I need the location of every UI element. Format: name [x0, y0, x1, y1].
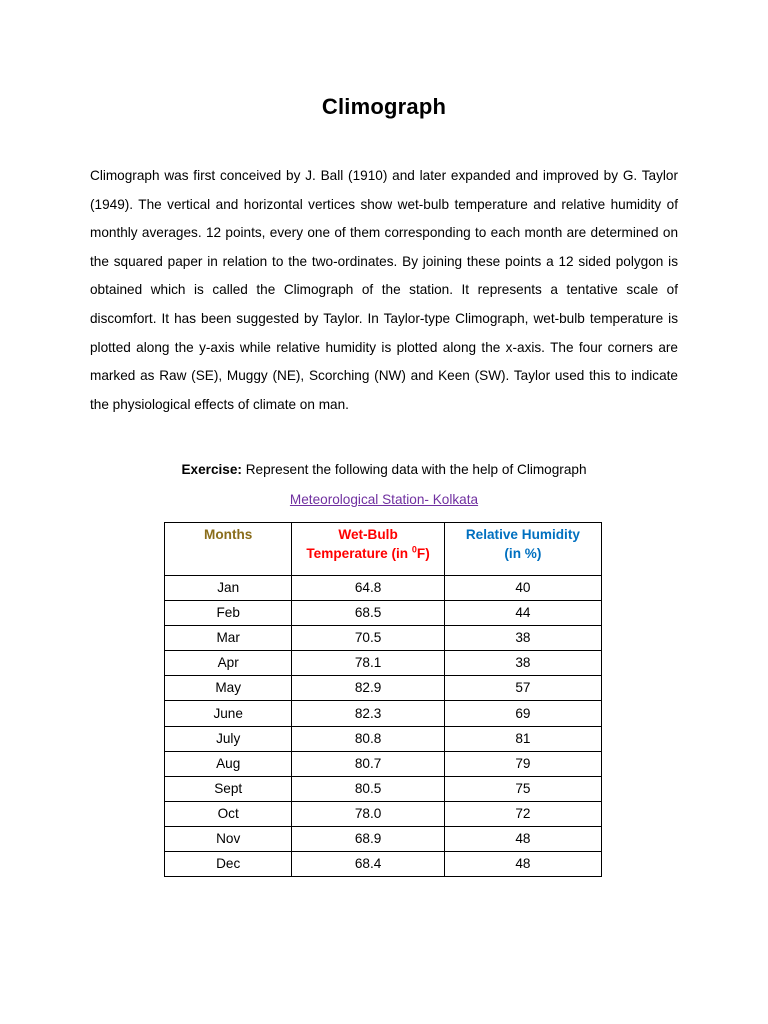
- table-row: [165, 852, 602, 877]
- header-temp-line1: Wet-Bulb: [338, 527, 398, 542]
- table-body: [165, 576, 602, 877]
- exercise-label: Exercise:: [181, 462, 242, 477]
- temperature-cell: 80.5: [292, 776, 444, 801]
- humidity-cell: 40: [444, 576, 601, 601]
- table-row: [165, 701, 602, 726]
- table-row: [165, 826, 602, 851]
- station-name: Meteorological Station- Kolkata: [289, 492, 479, 507]
- header-months-label: Months: [204, 527, 253, 542]
- table-row: [165, 576, 602, 601]
- temperature-cell: 64.8: [292, 576, 444, 601]
- intro-paragraph: Climograph was first conceived by J. Ball (1910) and later expanded and improved by G. Taylor (1949). The vertical and horizontal vertices show wet-bulb temperature and relative humidity of monthly averages. 12 points, every one of them corresponding to each month are determined on the squared paper in relation to the two-ordinates. By joining these points a 12 sided polygon is obtained which is called the Climograph of the station. It represents a tentative scale of discomfort. It has been suggested by Taylor. In Taylor-type Climograph, wet-bulb temperature is plotted along the y-axis while relative humidity is plotted along the x-axis. The four corners are marked as Raw (SE), Muggy (NE), Scorching (NW) and Keen (SW). Taylor used this to indicate the physiological effects of climate on man.: [90, 168, 678, 412]
- exercise-line: [0, 462, 768, 477]
- month-cell: Dec: [165, 852, 292, 877]
- header-rh-line1: Relative Humidity: [465, 527, 580, 542]
- table-row: [165, 601, 602, 626]
- month-cell: June: [165, 701, 292, 726]
- table-row: [165, 726, 602, 751]
- temperature-cell: 80.7: [292, 751, 444, 776]
- month-cell: Apr: [165, 651, 292, 676]
- header-temp-sup: 0: [411, 544, 417, 555]
- temperature-cell: 80.8: [292, 726, 444, 751]
- header-temp-line2: [306, 546, 429, 561]
- month-cell: Nov: [165, 826, 292, 851]
- page-title: Climograph: [321, 94, 447, 119]
- month-cell: Mar: [165, 626, 292, 651]
- header-humidity: [444, 523, 601, 576]
- humidity-cell: 81: [444, 726, 601, 751]
- table-row: [165, 776, 602, 801]
- month-cell: May: [165, 676, 292, 701]
- exercise-text: Represent the following data with the help of Climograph: [241, 462, 587, 477]
- humidity-cell: 79: [444, 751, 601, 776]
- table-row: [165, 651, 602, 676]
- climate-data-table: [164, 522, 602, 877]
- temperature-cell: 78.1: [292, 651, 444, 676]
- humidity-cell: 48: [444, 852, 601, 877]
- humidity-cell: 48: [444, 826, 601, 851]
- header-months: [165, 523, 292, 576]
- month-cell: Feb: [165, 601, 292, 626]
- header-temperature: [292, 523, 444, 576]
- humidity-cell: 72: [444, 801, 601, 826]
- month-cell: Sept: [165, 776, 292, 801]
- humidity-cell: 38: [444, 626, 601, 651]
- month-cell: Aug: [165, 751, 292, 776]
- temperature-cell: 68.5: [292, 601, 444, 626]
- station-heading: [0, 492, 768, 507]
- temperature-cell: 70.5: [292, 626, 444, 651]
- table-row: [165, 801, 602, 826]
- header-temp-line2a: Temperature (in: [306, 546, 412, 561]
- temperature-cell: 78.0: [292, 801, 444, 826]
- header-rh-line2: (in %): [504, 546, 542, 561]
- temperature-cell: 68.9: [292, 826, 444, 851]
- table-header-row: [165, 523, 602, 576]
- table-row: [165, 626, 602, 651]
- humidity-cell: 57: [444, 676, 601, 701]
- temperature-cell: 68.4: [292, 852, 444, 877]
- month-cell: July: [165, 726, 292, 751]
- humidity-cell: 69: [444, 701, 601, 726]
- humidity-cell: 75: [444, 776, 601, 801]
- month-cell: Oct: [165, 801, 292, 826]
- temperature-cell: 82.9: [292, 676, 444, 701]
- table-row: [165, 676, 602, 701]
- table-row: [165, 751, 602, 776]
- month-cell: Jan: [165, 576, 292, 601]
- humidity-cell: 38: [444, 651, 601, 676]
- header-temp-line2b: F): [416, 546, 430, 561]
- temperature-cell: 82.3: [292, 701, 444, 726]
- humidity-cell: 44: [444, 601, 601, 626]
